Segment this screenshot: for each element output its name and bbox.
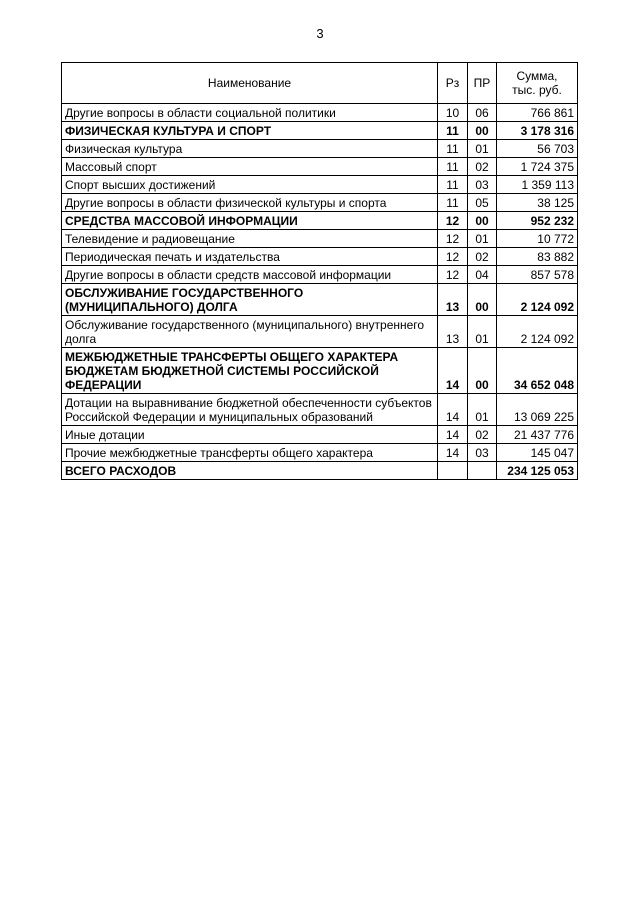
cell-name: МЕЖБЮДЖЕТНЫЕ ТРАНСФЕРТЫ ОБЩЕГО ХАРАКТЕРА БЮДЖЕТАМ БЮДЖЕТНОЙ СИСТЕМЫ РОССИЙСКОЙ ФЕДЕРАЦИИ [62, 348, 438, 394]
cell-pr: 00 [468, 122, 497, 140]
cell-sum: 56 703 [497, 140, 578, 158]
cell-name: Дотации на выравнивание бюджетной обеспеченности субъектов Российской Федерации и муниципальных образований [62, 394, 438, 426]
header-pr: ПР [468, 63, 497, 104]
cell-sum: 952 232 [497, 212, 578, 230]
header-name: Наименование [62, 63, 438, 104]
cell-pr: 01 [468, 140, 497, 158]
cell-pr: 03 [468, 444, 497, 462]
cell-rz: 14 [438, 426, 468, 444]
cell-rz: 13 [438, 284, 468, 316]
cell-rz: 12 [438, 230, 468, 248]
cell-rz: 11 [438, 140, 468, 158]
cell-rz: 14 [438, 444, 468, 462]
cell-rz: 13 [438, 316, 468, 348]
cell-rz: 11 [438, 176, 468, 194]
cell-rz: 11 [438, 194, 468, 212]
cell-sum: 1 724 375 [497, 158, 578, 176]
table-row [62, 348, 578, 394]
table-row [62, 316, 578, 348]
cell-rz: 12 [438, 266, 468, 284]
cell-name: Спорт высших достижений [62, 176, 438, 194]
table-row [62, 140, 578, 158]
cell-name: СРЕДСТВА МАССОВОЙ ИНФОРМАЦИИ [62, 212, 438, 230]
table-row [62, 122, 578, 140]
cell-pr: 00 [468, 284, 497, 316]
cell-pr: 04 [468, 266, 497, 284]
header-sum-line2: тыс. руб. [512, 83, 562, 97]
cell-sum: 145 047 [497, 444, 578, 462]
cell-name: Другие вопросы в области социальной политики [62, 104, 438, 122]
cell-pr: 01 [468, 316, 497, 348]
cell-sum: 10 772 [497, 230, 578, 248]
budget-expenditure-table [61, 62, 578, 480]
cell-pr: 01 [468, 230, 497, 248]
table-row [62, 426, 578, 444]
cell-name: Физическая культура [62, 140, 438, 158]
cell-sum: 234 125 053 [497, 462, 578, 480]
cell-name: ОБСЛУЖИВАНИЕ ГОСУДАРСТВЕННОГО (МУНИЦИПАЛЬНОГО) ДОЛГА [62, 284, 438, 316]
header-sum [497, 63, 578, 104]
cell-pr: 06 [468, 104, 497, 122]
cell-sum: 857 578 [497, 266, 578, 284]
cell-pr: 02 [468, 158, 497, 176]
cell-name: Обслуживание государственного (муниципального) внутреннего долга [62, 316, 438, 348]
cell-name: Периодическая печать и издательства [62, 248, 438, 266]
table-row [62, 194, 578, 212]
cell-sum: 21 437 776 [497, 426, 578, 444]
table-row [62, 394, 578, 426]
cell-rz: 12 [438, 212, 468, 230]
cell-sum: 2 124 092 [497, 284, 578, 316]
table-row [62, 176, 578, 194]
cell-sum: 83 882 [497, 248, 578, 266]
cell-pr: 00 [468, 212, 497, 230]
cell-pr: 05 [468, 194, 497, 212]
table-row [62, 284, 578, 316]
cell-name: ФИЗИЧЕСКАЯ КУЛЬТУРА И СПОРТ [62, 122, 438, 140]
header-sum-line1: Сумма, [516, 69, 558, 83]
cell-rz: 14 [438, 394, 468, 426]
cell-name: Другие вопросы в области средств массовой информации [62, 266, 438, 284]
cell-name: Иные дотации [62, 426, 438, 444]
cell-sum: 34 652 048 [497, 348, 578, 394]
cell-name: Телевидение и радиовещание [62, 230, 438, 248]
cell-pr: 01 [468, 394, 497, 426]
cell-rz: 14 [438, 348, 468, 394]
cell-sum: 1 359 113 [497, 176, 578, 194]
cell-rz: 11 [438, 158, 468, 176]
cell-pr: 03 [468, 176, 497, 194]
table-header-row [62, 63, 578, 104]
cell-sum: 13 069 225 [497, 394, 578, 426]
cell-pr: 02 [468, 426, 497, 444]
table-row [62, 212, 578, 230]
table-row [62, 158, 578, 176]
header-rz: Рз [438, 63, 468, 104]
cell-pr: 02 [468, 248, 497, 266]
table-row [62, 444, 578, 462]
cell-name: Другие вопросы в области физической культуры и спорта [62, 194, 438, 212]
table-row [62, 104, 578, 122]
table-row [62, 248, 578, 266]
cell-rz: 12 [438, 248, 468, 266]
cell-name: Массовый спорт [62, 158, 438, 176]
cell-pr [468, 462, 497, 480]
cell-sum: 3 178 316 [497, 122, 578, 140]
cell-rz: 10 [438, 104, 468, 122]
cell-name: Прочие межбюджетные трансферты общего характера [62, 444, 438, 462]
page-number: 3 [316, 26, 324, 41]
cell-pr: 00 [468, 348, 497, 394]
cell-rz [438, 462, 468, 480]
cell-sum: 2 124 092 [497, 316, 578, 348]
table-row [62, 462, 578, 480]
cell-rz: 11 [438, 122, 468, 140]
cell-sum: 766 861 [497, 104, 578, 122]
table-row [62, 266, 578, 284]
cell-name: ВСЕГО РАСХОДОВ [62, 462, 438, 480]
table-body [62, 104, 578, 480]
cell-sum: 38 125 [497, 194, 578, 212]
table-row [62, 230, 578, 248]
